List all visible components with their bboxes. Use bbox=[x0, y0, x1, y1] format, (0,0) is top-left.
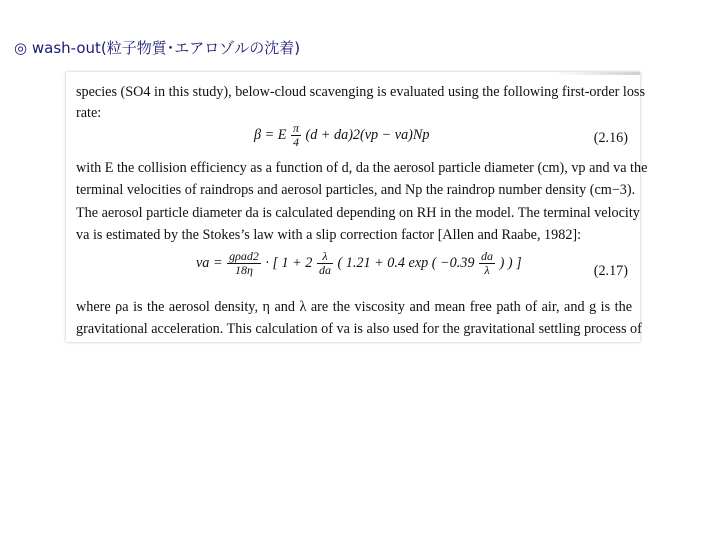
eq1-lhs: β = E bbox=[254, 126, 287, 143]
eq2-frac3-den: λ bbox=[484, 263, 490, 277]
scan-top-border bbox=[66, 72, 640, 75]
eq2-frac1-den: 18η bbox=[234, 263, 253, 277]
eq2-close: ) ) ] bbox=[499, 254, 522, 271]
eq2-frac3-num: da bbox=[481, 249, 494, 263]
eq2-fraction-1 bbox=[227, 250, 261, 277]
text-line-5: The aerosol particle diameter da is calculated depending on RH in the model. The terminal velocity bbox=[76, 205, 640, 221]
eq1-frac-den: 4 bbox=[292, 135, 299, 149]
eq2-frac2-den: da bbox=[318, 263, 331, 277]
text-line-2: rate: bbox=[76, 105, 102, 121]
equation-number-2-16: (2.16) bbox=[593, 130, 628, 146]
text-line-6: va is estimated by the Stokes’s law with a slip correction factor [Allen and Raabe, 1982]: bbox=[76, 227, 582, 243]
eq1-frac-num: π bbox=[292, 121, 299, 135]
eq2-fraction-2 bbox=[317, 250, 333, 277]
paper-excerpt-image bbox=[66, 72, 648, 342]
eq2-frac2-num: λ bbox=[317, 250, 333, 264]
eq1-rhs: (d + da)2(vp − va)Np bbox=[305, 126, 430, 143]
eq2-frac1-num: gρad2 bbox=[229, 249, 259, 263]
equation-2-16 bbox=[254, 122, 429, 149]
eq2-mid: · [ 1 + 2 bbox=[265, 254, 313, 271]
eq2-fraction-3 bbox=[479, 250, 495, 277]
text-line-1: species (SO4 in this study), below-cloud scavenging is evaluated using the following first-order loss bbox=[76, 84, 645, 100]
eq2-lhs: va = bbox=[196, 254, 223, 271]
text-line-7: where ρa is the aerosol density, η and λ are the viscosity and mean free path of air, and g is the bbox=[76, 299, 632, 315]
equation-number-2-17: (2.17) bbox=[593, 263, 628, 279]
slide-title: ◎ wash-out(粒子物質･エアロゾルの沈着) bbox=[14, 39, 301, 57]
text-line-4: terminal velocities of raindrops and aerosol particles, and Np the raindrop number density (cm−3). bbox=[76, 182, 636, 198]
eq2-inner: ( 1.21 + 0.4 exp ( −0.39 bbox=[337, 254, 475, 271]
text-line-8: gravitational acceleration. This calculation of va is also used for the gravitational settling process of bbox=[76, 321, 642, 337]
equation-2-17 bbox=[196, 250, 522, 277]
eq1-fraction bbox=[291, 122, 301, 149]
text-line-3: with E the collision efficiency as a function of d, da the aerosol particle diameter (cm), vp and va the bbox=[76, 160, 648, 176]
